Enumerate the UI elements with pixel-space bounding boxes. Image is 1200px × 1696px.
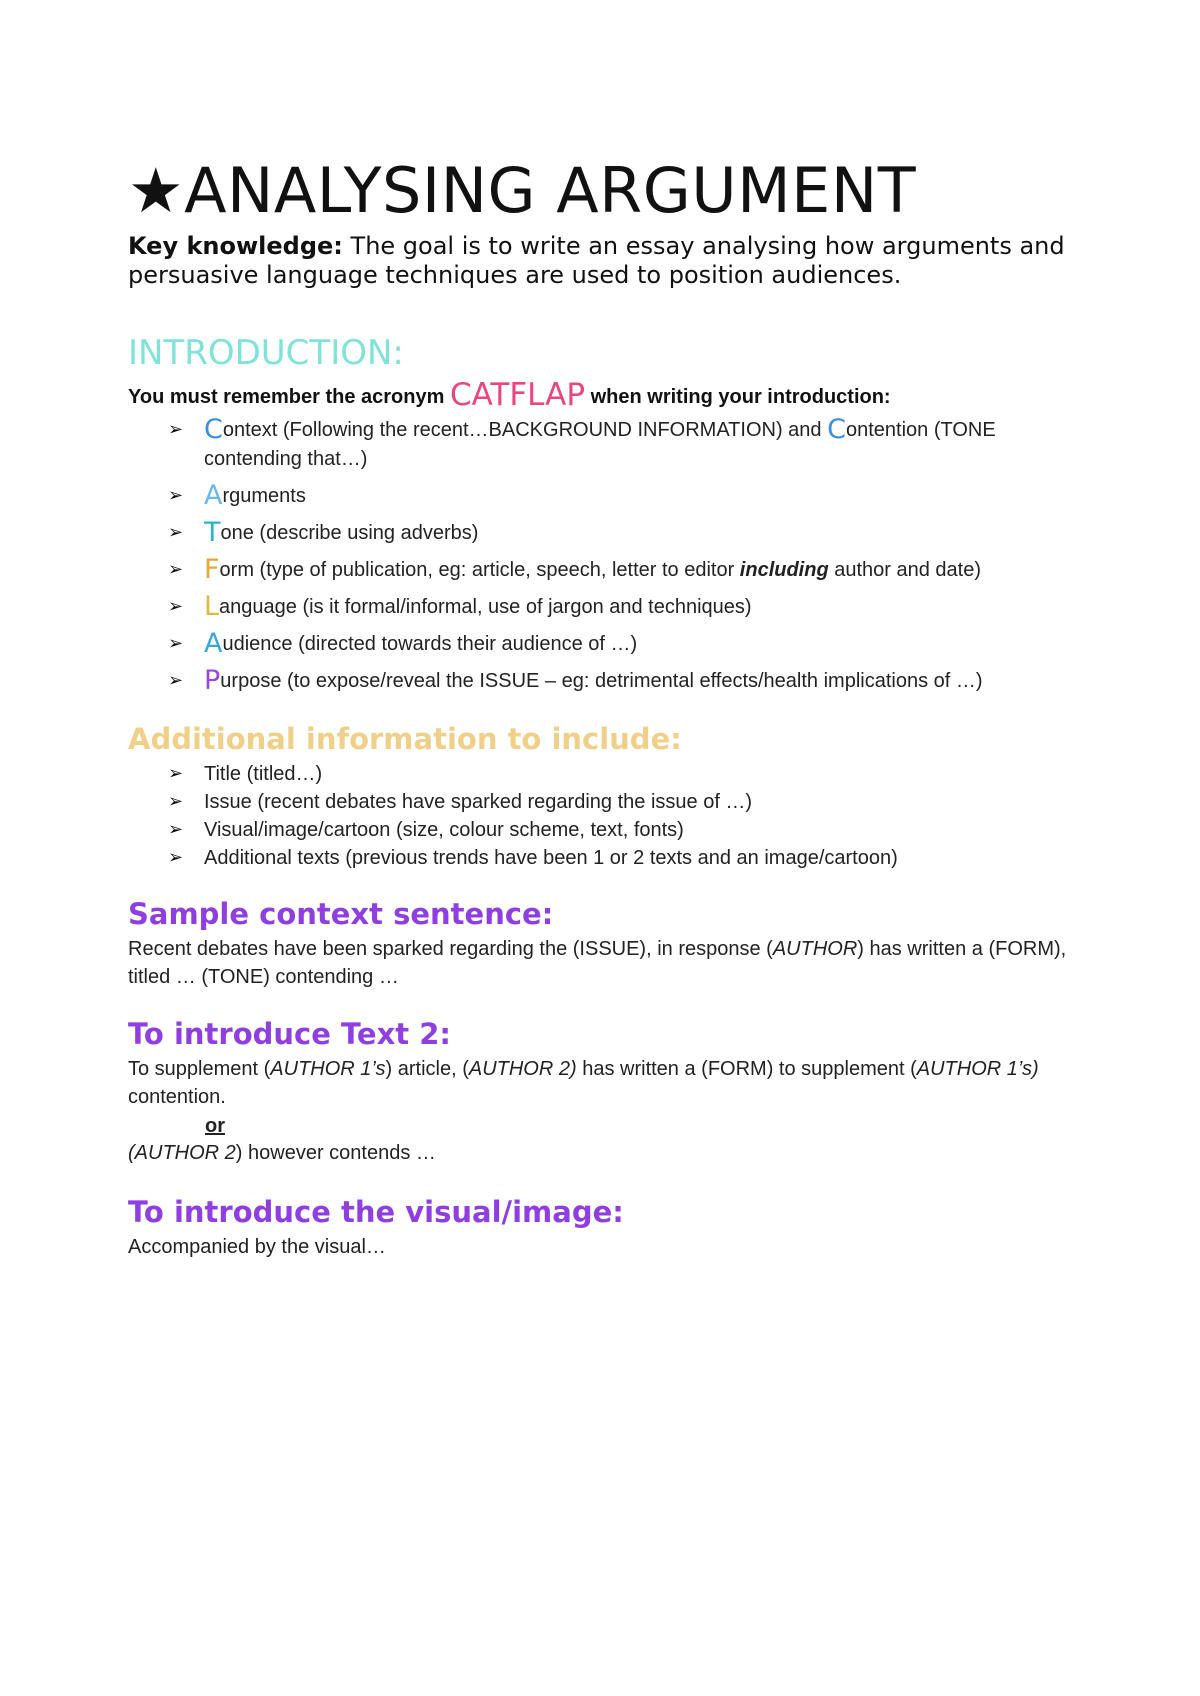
arrow-bullet-icon: ➢ <box>168 763 184 784</box>
additional-item: Issue (recent debates have sparked regarding the issue of …) <box>204 791 753 813</box>
sample-context-paragraph <box>128 935 1088 991</box>
arrow-bullet-icon: ➢ <box>168 522 184 543</box>
visual-paragraph: Accompanied by the visual… <box>128 1236 386 1258</box>
text2-text: has written a (FORM) to supplement ( <box>576 1058 917 1080</box>
text2-text: ) however contends … <box>235 1142 436 1164</box>
list-item <box>168 760 1088 788</box>
catflap-text: udience (directed towards their audience of …) <box>222 633 638 655</box>
acronym-prefix: You must remember the acronym <box>128 386 450 408</box>
catflap-text: ontext (Following the recent…BACKGROUND INFORMATION) and <box>222 419 828 441</box>
arrow-bullet-icon: ➢ <box>168 847 184 868</box>
sample-context-text: ) has written a (FORM), titled … (TONE) contending … <box>128 938 1067 988</box>
arrow-bullet-icon: ➢ <box>168 419 184 440</box>
list-item <box>168 844 1088 872</box>
list-item <box>168 666 1088 696</box>
additional-heading: Additional information to include: <box>128 722 682 756</box>
page-title: ★ANALYSING ARGUMENT <box>128 154 917 227</box>
catflap-text: urpose (to expose/reveal the ISSUE – eg: detrimental effects/health implications of …) <box>220 670 983 692</box>
list-item <box>168 481 1088 511</box>
text2-text: contention. <box>128 1086 226 1108</box>
arrow-bullet-icon: ➢ <box>168 485 184 506</box>
catflap-letter: C <box>204 414 223 445</box>
sample-context-heading: Sample context sentence: <box>128 897 554 931</box>
catflap-text: author and date) <box>828 559 982 581</box>
catflap-letter: C <box>827 414 846 445</box>
text2-italic: AUTHOR 2) <box>468 1058 577 1080</box>
catflap-text: orm (type of publication, eg: article, speech, letter to editor <box>219 559 740 581</box>
visual-heading: To introduce the visual/image: <box>128 1195 624 1229</box>
key-knowledge <box>128 232 1098 290</box>
acronym-instruction <box>128 375 891 417</box>
key-knowledge-text: The goal is to write an essay analysing how arguments and persuasive language techniques are used to position audiences. <box>128 232 1065 289</box>
text2-paragraph <box>128 1055 1088 1111</box>
text2-italic: AUTHOR 1’s <box>270 1058 386 1080</box>
text2-italic: (AUTHOR 2 <box>128 1142 236 1164</box>
catflap-text: ontention (TONE contending that…) <box>204 419 996 470</box>
catflap-list <box>168 415 1088 703</box>
text2-alternative <box>128 1139 1088 1167</box>
list-item <box>168 788 1088 816</box>
list-item <box>168 629 1088 659</box>
catflap-text: anguage (is it formal/informal, use of jargon and techniques) <box>219 596 752 618</box>
list-item <box>168 518 1088 548</box>
introduction-heading: INTRODUCTION: <box>128 333 404 373</box>
sample-context-text: Recent debates have been sparked regarding the (ISSUE), in response ( <box>128 938 773 960</box>
catflap-letter: A <box>204 628 223 659</box>
catflap-letter: A <box>204 480 223 511</box>
text2-heading: To introduce Text 2: <box>128 1017 452 1051</box>
catflap-text: rguments <box>222 485 306 507</box>
catflap-text: one (describe using adverbs) <box>220 522 479 544</box>
list-item <box>168 415 1088 474</box>
arrow-bullet-icon: ➢ <box>168 791 184 812</box>
arrow-bullet-icon: ➢ <box>168 819 184 840</box>
arrow-bullet-icon: ➢ <box>168 633 184 654</box>
catflap-emphasis: including <box>739 559 829 581</box>
sample-context-italic: AUTHOR <box>772 938 858 960</box>
catflap-letter: F <box>204 554 220 585</box>
acronym-word: CATFLAP <box>449 377 586 413</box>
list-item <box>168 592 1088 622</box>
catflap-letter: T <box>204 517 221 548</box>
additional-item: Visual/image/cartoon (size, colour scheme, text, fonts) <box>204 819 684 841</box>
list-item <box>168 555 1088 585</box>
additional-list <box>168 760 1088 872</box>
list-item <box>168 816 1088 844</box>
text2-text: To supplement ( <box>128 1058 271 1080</box>
arrow-bullet-icon: ➢ <box>168 670 184 691</box>
or-word: or <box>205 1115 225 1137</box>
arrow-bullet-icon: ➢ <box>168 559 184 580</box>
acronym-suffix: when writing your introduction: <box>585 386 891 408</box>
text2-text: ) article, ( <box>385 1058 469 1080</box>
catflap-letter: L <box>204 591 220 622</box>
key-knowledge-label: Key knowledge: <box>128 232 343 260</box>
catflap-letter: P <box>204 665 221 696</box>
additional-item: Title (titled…) <box>204 763 323 785</box>
text2-italic: AUTHOR 1’s) <box>916 1058 1039 1080</box>
arrow-bullet-icon: ➢ <box>168 596 184 617</box>
additional-item: Additional texts (previous trends have been 1 or 2 texts and an image/cartoon) <box>204 847 898 869</box>
